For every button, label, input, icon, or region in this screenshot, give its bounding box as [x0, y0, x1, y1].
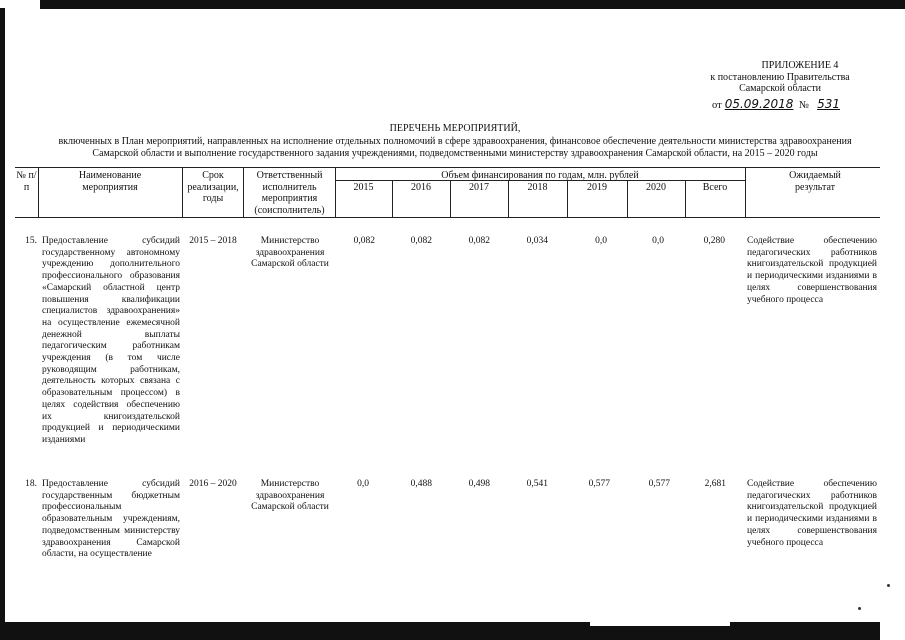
row-18-2016: 0,488 [410, 479, 432, 489]
row-15-2017: 0,082 [468, 236, 490, 246]
row-15-num: 15. [25, 236, 37, 246]
row-18-executor: Министерство здравоохранения Самарской области [251, 479, 329, 513]
row-18-2018: 0,541 [526, 479, 548, 489]
row-15-term: 2015 – 2018 [189, 236, 237, 246]
scan-edge-bottom [0, 622, 880, 640]
appendix-title: ПРИЛОЖЕНИЕ 4 [761, 60, 839, 71]
appendix-line2: к постановлению Правительства [710, 71, 850, 83]
row-15-total: 0,280 [703, 236, 725, 246]
header-year-2018: 2018 [527, 182, 548, 193]
header-funding: Объем финансирования по годам, млн. рублей [441, 170, 639, 181]
col-divider [182, 167, 183, 218]
row-18-total: 2,681 [704, 479, 726, 489]
header-year-2017: 2017 [469, 182, 489, 193]
col-divider [38, 167, 39, 218]
row-15-name: Предоставление субсидий государственному автономному учреждению дополнительного профессионального образования «Самарский областной центр повышения квалификации специалистов здравоохранения» на осуществление ежемесячной денежной выплаты педагогическим работникам учреждения (в том числе руководящим работникам, деятельность которых связана с образовательным процессом) в целях содействия обеспечению их книгоиздательской продукцией и периодическими изданиями [42, 236, 180, 445]
scan-speck [887, 584, 890, 587]
handwritten-date: 05.09.2018 [724, 97, 794, 111]
col-divider [243, 167, 244, 218]
appendix-block [680, 60, 880, 95]
document-title-line2: Самарской области и выполнение государственного задания учреждениями, подведомственными министерству здравоохранения Самарской области, на 2015 – 2020 годы [92, 148, 818, 159]
row-18-2015: 0,0 [357, 479, 369, 489]
row-15-result: Содействие обеспечению педагогических работников книгоиздательской продукцией и периодическими изданиями в целях совершенствования учебного процесса [747, 236, 877, 305]
date-prefix: от [712, 100, 722, 111]
header-year-2015: 2015 [353, 182, 374, 193]
appendix-date-line [712, 97, 848, 111]
row-15-2018: 0,034 [526, 236, 548, 246]
number-prefix: № [799, 100, 810, 111]
row-18-2019: 0,577 [588, 479, 610, 489]
row-15-2020: 0,0 [652, 236, 664, 246]
header-year-2016: 2016 [411, 182, 431, 193]
header-term: Срок реализации, годы [187, 170, 239, 204]
row-18-2017: 0,498 [468, 479, 490, 489]
row-15-2016: 0,082 [410, 236, 432, 246]
col-divider [745, 167, 746, 218]
handwritten-number: 531 [817, 97, 840, 111]
row-18-result: Содействие обеспечению педагогических работников книгоиздательской продукцией и периодическими изданиями в целях совершенствования учебного процесса [747, 479, 877, 548]
row-18-num: 18. [25, 479, 37, 489]
scan-edge-top [40, 0, 905, 9]
appendix-line3: Самарской области [739, 83, 821, 94]
row-15-2015: 0,082 [353, 236, 375, 246]
header-result: Ожидаемый результат [789, 170, 841, 193]
scan-speck [858, 607, 861, 610]
document-heading: ПЕРЕЧЕНЬ МЕРОПРИЯТИЙ, [389, 123, 521, 134]
header-year-2020: 2020 [646, 182, 666, 193]
table-header-bottom-border [15, 217, 880, 218]
header-executor: Ответственный исполнитель мероприятия (соисполнитель) [254, 170, 325, 216]
row-15-2019: 0,0 [595, 236, 607, 246]
table-top-border [15, 167, 880, 168]
document-title-line1: включенных в План мероприятий, направленных на исполнение отдельных полномочий в сфере здравоохранения, финансовое обеспечение деятельности министерства здравоохранения [58, 136, 852, 147]
header-total: Всего [702, 182, 728, 193]
header-name: Наименование мероприятия [78, 170, 142, 193]
row-15-executor: Министерство здравоохранения Самарской области [251, 236, 329, 270]
row-18-name: Предоставление субсидий государственным бюджетным профессиональным образовательным учреждениям, подведомственным министерству здравоохранения Самарской области, на осуществление [42, 479, 180, 560]
scan-edge-gap [590, 622, 730, 626]
header-year-2019: 2019 [587, 182, 607, 193]
scan-edge-left [0, 8, 5, 628]
row-18-2020: 0,577 [648, 479, 670, 489]
row-18-term: 2016 – 2020 [189, 479, 237, 489]
header-num: № п/п [16, 170, 37, 193]
